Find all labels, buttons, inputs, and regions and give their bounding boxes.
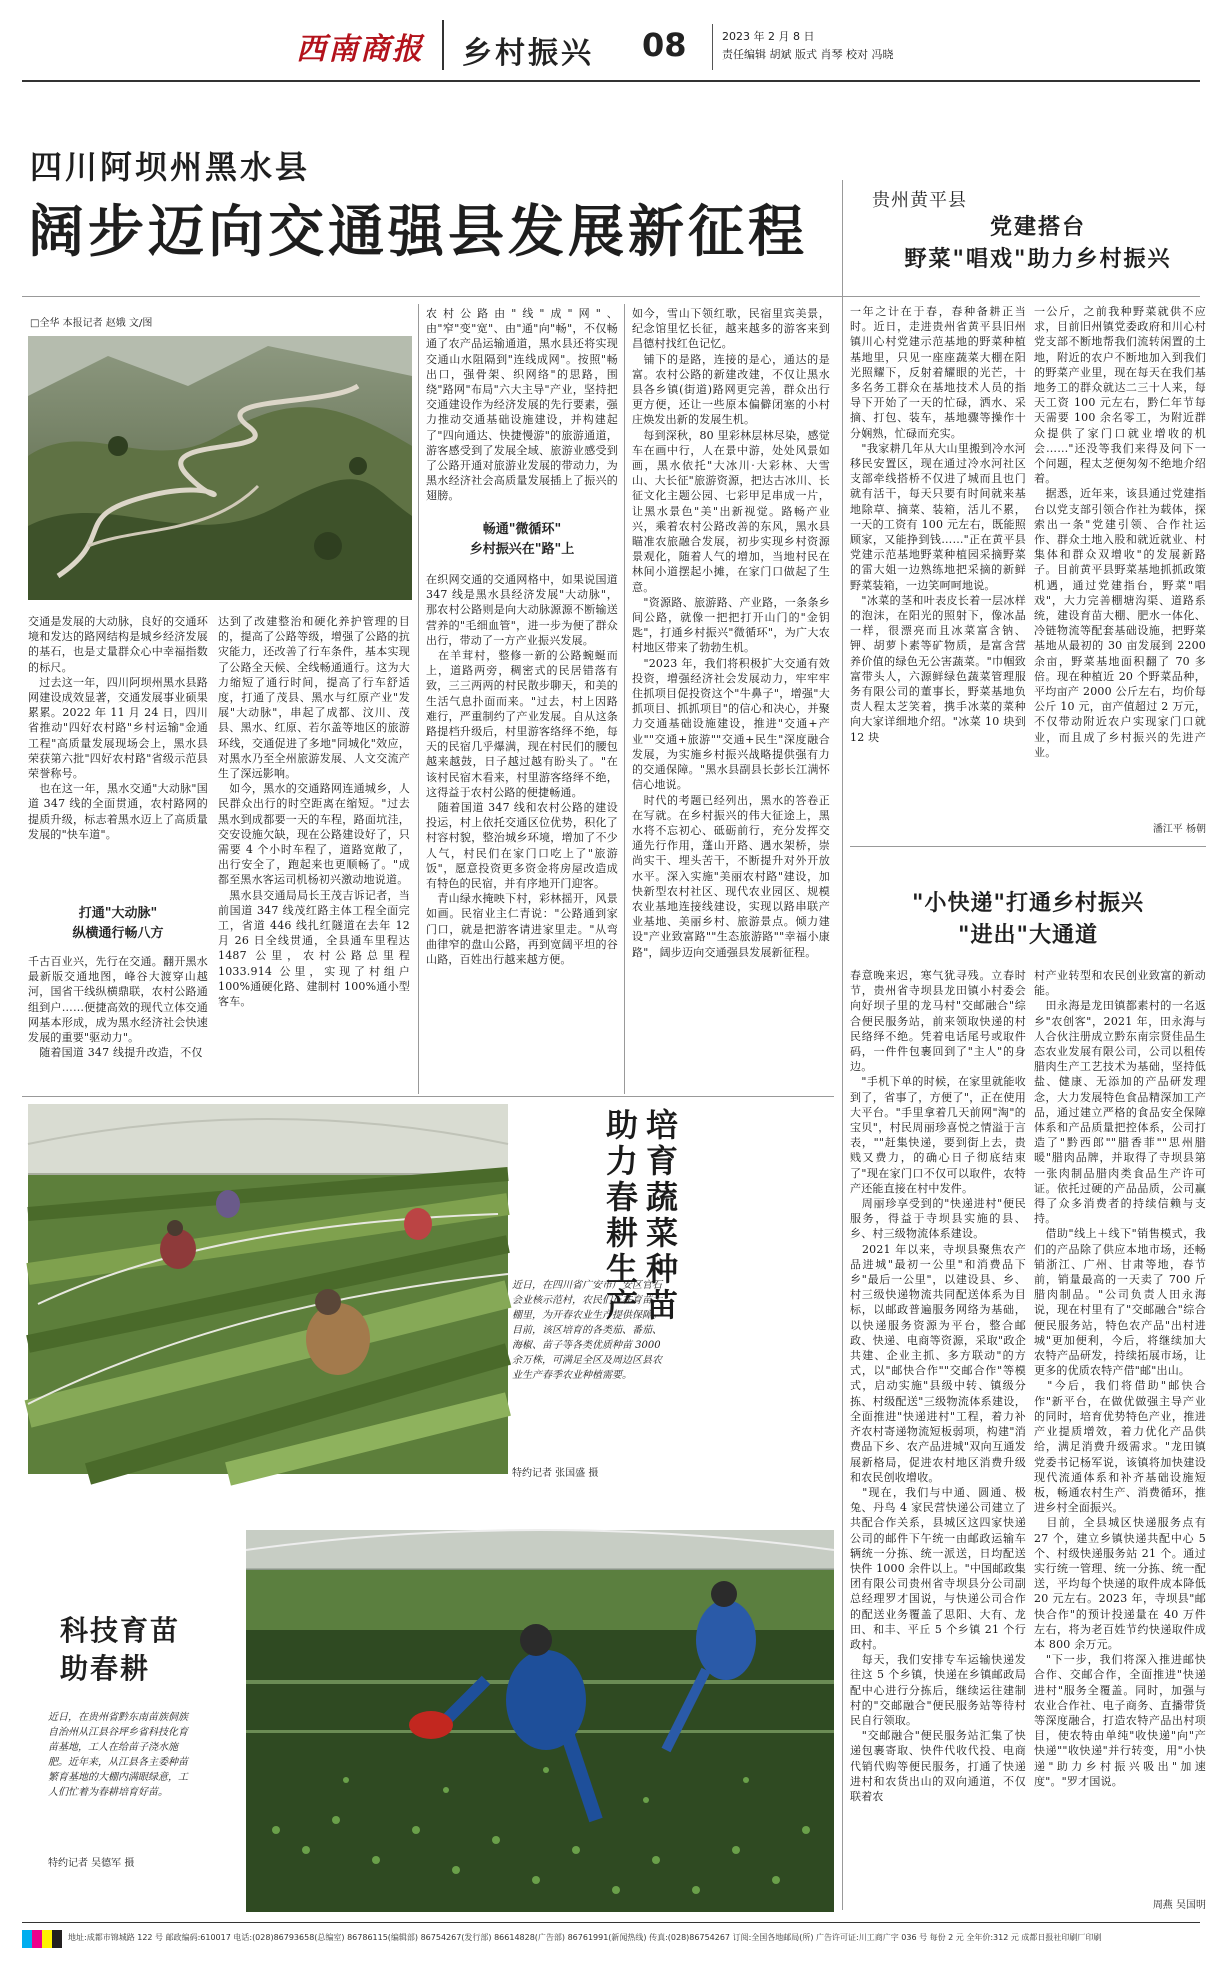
article1-bottom-rule bbox=[22, 1096, 834, 1097]
color-swatch bbox=[22, 1930, 32, 1948]
col-divider-b bbox=[624, 304, 625, 1094]
top-article-rule bbox=[22, 296, 1200, 297]
photo1-credit: 特约记者 张国盛 摄 bbox=[512, 1468, 599, 1479]
article1-col1b: 千古百业兴，先行在交通。翻开黑水最新版交通地图，峰谷大渡穿山越河，国省干线纵横鼎联，农村公路通组到户……便捷高效的现代立体交通网基本形成，成为黑水经济社会快速发展的重要"驱动力"。 随着国道 347 线提升改造，不仅 bbox=[28, 955, 208, 1060]
article1-headline: 阔步迈向交通强县发展新征程 bbox=[28, 200, 808, 265]
photo1-caption: 近日，在四川省广安市广安区官石会业核示范村，农民们正在育苗大棚里，为开春农业生产提供保障。目前，该区培育的各类茄、番茄、海椒、苗子等各类优质种苗 3000 余万株，可满足全区及周边区县农业生产春季农业种植需要。 bbox=[512, 1280, 664, 1381]
col-divider-a bbox=[418, 304, 419, 1094]
photo1-vertical-title: 培育蔬菜种苗 助力春耕生产 bbox=[601, 1108, 679, 1324]
greenhouse-worker-photo bbox=[246, 1530, 834, 1912]
page-number: 08 bbox=[642, 26, 687, 64]
greenhouse-seedling-photo bbox=[28, 1104, 508, 1474]
mountain-road-photo bbox=[28, 336, 412, 600]
article2-byline: 潘江平 杨朝 bbox=[1152, 824, 1206, 835]
article2-headline-line2: 野菜"唱戏"助力乡村振兴 bbox=[904, 246, 1172, 272]
article1-col3: 农村公路由"线"成"网"、由"窄"变"宽"、由"通"向"畅"，不仅畅通了农产品运输通道，黑水县还将实现交通山水阻隔到"连线成网"。按照"畅出口，强骨架、织网络"的思路，围绕"路网"布局"六大主导"产业，坚持把交通建设作为经济发展的先行要素，强力推动交通基础设施建设，并构建起了"四向通达、快捷慢游"的旅游通道，游客感受到了发展全域、旅游业感受到了公路开通对旅游业发展的带动力，为黑水经济社会高质量发展插上了振兴的翅膀。 bbox=[426, 307, 618, 503]
color-swatch bbox=[42, 1930, 52, 1948]
color-swatch bbox=[52, 1930, 62, 1948]
photo2-caption: 近日，在贵州省黔东南苗族侗族自治州从江县谷坪乡省科技化育苗基地，工人在给苗子浇水施肥。近年来，从江县各主委种苗繁育基地的大棚内满眼绿意，工人们忙着为春耕培育好苗。 bbox=[48, 1712, 188, 1798]
article1-kicker: 四川阿坝州黑水县 bbox=[30, 148, 311, 186]
article1-subhead2: 畅通"微循环" 乡村振兴在"路"上 bbox=[469, 522, 575, 557]
article3-col2: 村产业转型和农民创业致富的新动能。 田永海是龙田镇都素村的一名返乡"农创客"，2021 年，田永海与人合伙注册成立黔东南宗贤佳品生态农业发展有限公司，公司以租传腊肉生产工艺技术为基础，坚持低盐、健康、无添加的产品研发理念，大力发展特色食品精深加工产品，通过建立严格的食品安全保障体系和产品质量把控体系，公司打造了"黔西郎""腊香菲""思州腊暖"腊肉品牌，并取得了寺坝县第一张肉制品腊肉类食品生产许可证。依托过硬的产品品质，公司赢得了众多消费者的持续信赖与支持。 借助"线上＋线下"销售模式，我们的产品除了供应本地市场，还畅销浙江、广州、甘肃等地，春节前，销量最高的一天卖了 700 斤腊肉制品。"公司负责人田永海说，现在村里有了"交邮融合"综合便民服务站，特色农产品"出村进城"更加便利，今后，将继续加大农特产品研发，持续拓展市场，让更多的优质农特产借"邮"出山。 "今后，我们将借助"邮快合作"新平台，在做优做强主导产业的同时，培育优势特色产业，推进产业提质增效，着力优化产品供给，满足消费升级需求。"龙田镇党委书记杨军说，该镇将加快建设现代流通体系和补齐基础设施短板，畅通农村生产、消费循环，推进乡村全面振兴。 目前，全县城区快递服务点有 27 个，建立乡镇快递共配中心 5 个、村级快递服务站 21 个。通过实行统一管理、统一分拣、统一配送，平均每个快递的取件成本降低 20 元左右。2023 年，寺坝县"邮快合作"的预计投递量在 40 万件左右，将为老百姓节约快递取件成本 800 余万元。 "下一步，我们将深入推进邮快合作、交邮合作，全面推进"快递进村"服务全覆盖。同时，加强与农业合作社、电子商务、直播带货等深度融合，打造农特产品出村项目，使农特由单纯"收快递"向"产快递""收快递"并行转变，用"小快递"助力乡村振兴吸出"加速度"。"罗才国说。 bbox=[1034, 969, 1206, 1788]
editors-line: 责任编辑 胡斌 版式 肖琴 校对 冯晓 bbox=[722, 48, 894, 61]
col-divider-c bbox=[842, 180, 843, 1910]
article1-col1: 交通是发展的大动脉，良好的交通环境和发达的路网结构是城乡经济发展的基石，也是丈量群众心中幸福指数的标尺。 过去这一年，四川阿坝州黑水县路网建设成效显著，交通发展事业硕果累累。2022 年 11 月 24 日，四川省推动"四好农村路"乡村运输"金通工程"高质量发展现场会上，黑水县荣获第六批"四好农村路"省级示范县荣誉称号。 也在这一年，黑水交通"大动脉"国道 347 线的全面贯通，农村路网的提质升级，标志着黑水迈上了高质量发展的"快车道"。 bbox=[28, 615, 208, 841]
article1-byline: □全华 本报记者 赵娥 文/图 bbox=[30, 318, 153, 329]
article3-headline-line1: "小快递"打通乡村振兴 bbox=[912, 890, 1144, 916]
section-name: 乡村振兴 bbox=[462, 36, 594, 71]
photo2-title: 科技育苗助春耕 bbox=[60, 1614, 181, 1685]
article2-col1: 一年之计在于春，春种备耕正当时。近日，走进贵州省黄平县旧州镇川心村党建示范基地的野菜种植基地里，只见一座座蔬菜大棚在阳光照耀下，反射着耀眼的光芒，十多名务工群众在基地技术人员的指导下开始了一天的忙碌，洒水、采摘、打包、装车，基地骤等操作十分娴熟，忙碌而充实。 "我家耕几年从大山里搬到冷水河移民安置区，现在通过冷水河社区支部牵线搭桥不仅进了城而且也门就有活干，每天只要有时间就来基地除草、摘菜、装箱，活儿不累，一天的工资有 100 元左右，既能照顾家，又能挣到钱……"正在黄平县党建示范基地野菜种植园采摘野菜的雷大姐一边熟练地把采摘的新鲜野菜装箱，一边笑呵呵地说。 "冰菜的茎和叶表皮长着一层冰样的泡沫，在阳光的照射下，像冰晶一样，很漂亮而且冰菜富含钠、钾、胡萝卜素等矿物质，是富含营养价值的绿色无公害蔬菜。"巾帼致富带头人，六源鲜绿色蔬菜管理服务有限公司的董事长，野菜基地负责人程太芝笑着，携手冰菜的菜种向大家详细地介绍。"冰菜 10 块到 12 块 bbox=[850, 305, 1026, 744]
article1-subhead1: 打通"大动脉" 纵横通行畅八方 bbox=[72, 906, 164, 941]
photo2-credit: 特约记者 吴德军 摄 bbox=[48, 1858, 135, 1869]
footer-text: 地址:成都市锦城路 122 号 邮政编码:610017 电话:(028)86793658(总编室) 86786115(编辑部) 86754267(发行部) 86614828(广告部) 86761991(新闻热线) 传真:(028)86754267 订阅:全国各地邮局(所) 广告许可证:川工商广字 036 号 每份 2 元 全年价:312 元 成都日报社印刷厂印刷 bbox=[68, 1933, 1102, 1942]
masthead-divider bbox=[442, 20, 444, 70]
masthead bbox=[0, 0, 1222, 86]
issue-date: 2023 年 2 月 8 日 bbox=[722, 30, 815, 43]
article2-kicker: 贵州黄平县 bbox=[872, 190, 967, 211]
masthead-logo: 西南商报 bbox=[296, 32, 424, 67]
article3-headline-line2: "进出"大通道 bbox=[958, 922, 1098, 948]
masthead-rule bbox=[22, 80, 1200, 82]
footer-rule bbox=[22, 1922, 1200, 1923]
article1-col3b: 在织网交通的交通网格中，如果说国道 347 线是黑水县经济发展"大动脉"，那农村公路则是向大动脉源源不断输送营养的"毛细血管"，进一步为便了群众出行，带动了一方产业振兴发展。 在羊茸村，整修一新的公路蜿蜒而上，道路两旁，稠密式的民居错落有致，三三两两的村民散步聊天，和美的生活气息扑面而来。"过去，村上因路难行，严重制约了产业发展。自从这条路提档升级后，村里游客络绎不绝，每天的民宿几乎爆满，现在村民们的腰包越来越鼓，日子越过越有盼头了。"在该村民宿木看来，村里游客络绎不绝，这得益于农村公路的便捷畅通。 随着国道 347 线和农村公路的建设投运，村上依托交通区位优势，积化了村容村貌，整治城乡环境，增加了不少人气，村民们在家门口吃上了"旅游饭"，愿意投资更多资金将房屋改造成有特色的民宿，并有序地开门迎客。 青山绿水掩映下村，彩林摇开，风景如画。民宿业主仁青说："公路通到家门口，就是把游客请进家里走。"从弯曲律窄的盘山公路，再到宽阔平坦的谷山路，百姓出行越来越方便。 bbox=[426, 573, 618, 967]
article2-col2: 一公斤，之前我种野菜就供不应求，目前旧州镇党委政府和川心村党支部不断地帮我们流转闲置的土地，附近的农户不断地加入到我们的野菜产业里，现在每天在我们基地务工的群众就达二三十人来，每天工资 100 元左右，黔仁年节每天需要 100 余名零工，为附近群众提供了家门口就业增收的机会……"还没等我们来得及问下一个问题，程太芝便匆匆不绝地介绍着。 据悉，近年来，该县通过党建指台以党支部引领合作社为载体，探索出一条"党建引领、合作社运作、群众土地入股和就近就业、村集体和群众双增收"的发展新路子。目前黄平县野菜基地抓抓政策机遇，通过党建指台，野菜"唱戏"，大力完善棚塘沟渠、道路系统，建设育苗大棚、肥水一体化、冷链物流等配套基础设施，把野菜基地从最初的 30 亩发展到 2200 余亩，野菜基地面积翻了 70 多倍。现在种植近 20 个野菜品种，平均亩产 2000 公斤左右，均价每公斤 10 元，亩产值超过 2 万元，不仅带动附近农户实现家门口就业，而且成了乡村振兴的先进产业。 bbox=[1034, 305, 1206, 759]
article2-bottom-rule bbox=[850, 846, 1206, 847]
article3-byline: 周燕 吴国明 bbox=[1152, 1900, 1206, 1911]
article3-col1: 春意晚来迟，寒气犹寻残。立春时节，贵州省寺坝县龙田镇小村委会向好坝子里的龙马村"交邮融合"综合便民服务站，前来领取快递的村民络绎不绝。凭着电话尾号或取件码，一件件包裹回到了"主人"的身边。 "手机下单的时候，在家里就能收到了，省事了，方便了"，正在使用大平台。"手里拿着几天前网"淘"的宝贝"，村民周丽珍喜悦之情溢于言表，""赶集快递，要到街上去，贵贱又费力，的确心日子彻底结束了"现在家门口不仅可以取件，农特产还能直接在村中发件。 周丽珍享受到的"快递进村"便民服务，得益于寺坝县实施的县、乡、村三级物流体系建设。 2021 年以来，寺坝县聚焦农产品进城"最初一公里"和消费品下乡"最后一公里"，以建设县、乡、村三级快递物流共同配送体系为目标，以邮政普遍服务网络为基础，以快递服务资源为平台，整合邮政、快递、电商等资源，采取"政企共建、企业主抓、多方联动"的方式，以"邮快合作""交邮合作"等模式，启动实施"县级中转、镇级分拣、村级配送"三级物流体系建设，全面推进"快递进村"工程，着力补齐农村寄递物流短板弱项，构建"消费品下乡、农产品进城"双向互通发展新格局，促进农村地区消费升级和农民创收增收。 "现在，我们与中通、圆通、极兔、丹鸟 4 家民营快递公司建立了共配合作关系，县城区这四家快递公司的邮件下午统一由邮政运输车辆统一分拣、统一派送，日均配送快件 1000 余件以上。"中国邮政集团有限公司贵州省寺坝县分公司副总经理罗才国说，与快递公司合作的配送业务覆盖了思阳、大有、龙田、和丰、平丘 5 个乡镇 21 个行政村。 每天，我们安排专车运输快递发往这 5 个乡镇，快递在乡镇邮政局配中心进行分拣后，继续运往建制村的"交邮融合"便民服务站等待村民自行领取。 "交邮融合"便民服务站汇集了快递包裹寄取、快件代收代投、电商代销代购等便民服务，打通了快递进村和农货出山的双向通道，不仅联着农 bbox=[850, 969, 1026, 1803]
article1-col4: 如今，雪山下领红歌，民宿里宾美景，纪念馆里忆长征，越来越多的游客来到昌德村找红色记忆。 铺下的是路，连接的是心，通达的是富。农村公路的新建改建，不仅让黑水县各乡镇(街道)路网更完善，群众出行更方便，还让一些原本偏僻闭塞的小村庄焕发出新的发展生机。 每到深秋，80 里彩林层林尽染，感觉车在画中行，人在景中游，处处风景如画，黑水依托"大冰川·大彩林、大雪山、大长征"旅游资源，把达古冰川、长征文化主题公园、七彩甲足串成一片，让黑水景色"美"出新视觉。路畅产业兴，乘着农村公路改善的东风，黑水县瞄准农旅融合发展，初步实现乡村资源景观化，随着人气的增加，当地村民在林间小道摆起小摊，在家门口做起了生意。 "资源路、旅游路、产业路，一条条乡间公路，就像一把把打开山门的"金钥匙"，打通乡村振兴"微循环"，为广大农村地区带来了勃勃生机。 "2023 年，我们将积极扩大交通有效投资，增强经济社会发展动力，牢牢牢住抓项目促投资这个"牛鼻子"，增强"大抓项目、抓抓项目"的信心和决心，并聚力交通基础设施建设，推进"交通+产业""交通+旅游""交通+民生"深度融合发展，为实施乡村振兴战略提供强有力的交通保障。"黑水县副县长彭长江满怀信心地说。 时代的考题已经列出，黑水的答卷正在写就。在乡村振兴的伟大征途上，黑水将不忘初心、砥砺前行，充分发挥交通先行作用，蓬山开路、遇水架桥，崇尚实干、埋头苦干，不断提升对外开放水平。深入实施"美丽农村路"建设，加快新型农村社区、现代农业园区、规模农业基地连接线建设，实现以路串联产业基地、美丽乡村、旅游景点。倾力建设"产业致富路""生态旅游路""幸福小康路"，阔步迈向交通强县发展新征程。 bbox=[632, 307, 830, 959]
masthead-divider-2 bbox=[712, 24, 713, 70]
color-swatch bbox=[32, 1930, 42, 1948]
article1-col2: 达到了改建整治和硬化养护管理的目的，提高了公路等级，增强了公路的抗灾能力，还改善了行车条件，基本实现了公路全天候、全线畅通通行。这为大力缩短了通行时间，提高了行车舒适度，打通了茂县、黑水与红原产业"发展"大动脉"，串起了成都、汶川、茂县、黑水、红原、若尔盖等地区的旅游环线，交通促进了多地"同城化"效应，对黑水乃至全州旅游发展、人文交流产生了深远影响。 如今，黑水的交通路网连通城乡，人民群众出行的时空距离在缩短。"过去黑水到成都要一天的车程，路面坑洼，交安设施欠缺，现在公路建设好了，只需要 4 个小时车程了，道路宽敞了，出行安全了，跑起来也更顺畅了。"成都至黑水客运司机杨初兴激动地说道。 黑水县交通局局长王茂吉诉记者，当前国道 347 线茂红路主体工程全面完工，省道 446 线扎红隧道在去年 12 月 26 日全线贯通，全县通车里程达 1487 公里，农村公路总里程 1033.914 公里，实现了村组户 100%通硬化路、建制村 100%通小型客车。 bbox=[218, 615, 410, 1009]
article2-headline-line1: 党建搭台 bbox=[989, 214, 1086, 240]
footer-color-bar bbox=[22, 1930, 62, 1948]
